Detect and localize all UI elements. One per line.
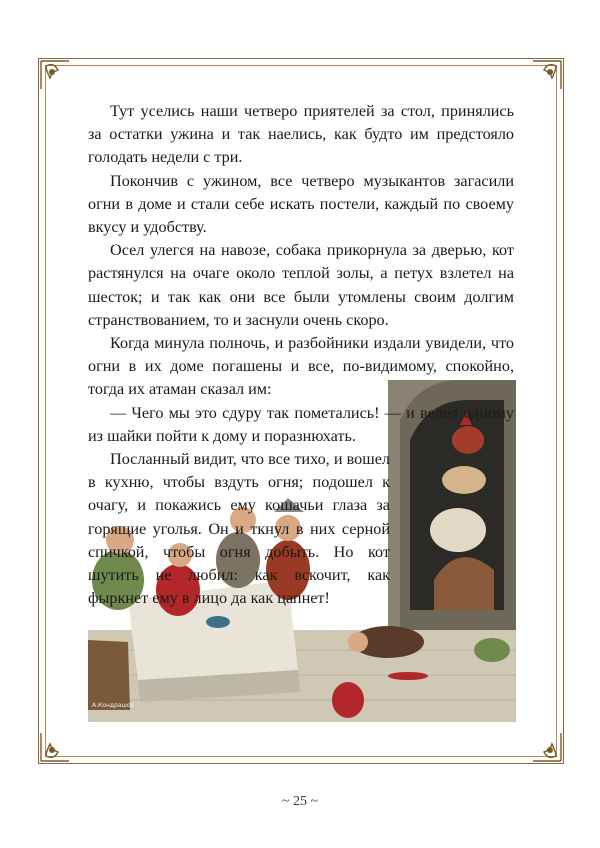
page-number: ~ 25 ~: [281, 794, 319, 809]
corner-ornament-icon: [38, 58, 72, 92]
corner-ornament-icon: [38, 730, 72, 764]
paragraph: — Чего мы это сдуру так пометались! — и велел одному из шайки пойти к дому и поразнюхать.: [88, 403, 514, 445]
corner-ornament-icon: [530, 730, 564, 764]
paragraph: Осел улегся на навозе, собака прикорнула за дверью, кот растянулся на очаге около теплой золы, а петух взлетел на шесток; и так как они все были утомлены своим долгим странствованием, то и заснули очень скоро.: [88, 241, 514, 329]
paragraph: Покончив с ужином, все четверо музыкантов загасили огни в доме и стали себе искать постели, каждый по своему вкусу и удобству.: [88, 171, 514, 237]
paragraph: Когда минула полночь, и разбойники издали увидели, что огни в их доме погашены и все, по-видимому, спокойно, тогда их атаман сказал им:: [88, 334, 514, 399]
paragraph: Тут уселись наши четверо приятелей за стол, принялись за остатки ужина и так наелись, как будто им предстояло голодать недели с три.: [88, 102, 514, 167]
corner-ornament-icon: [530, 58, 564, 92]
story-text: [88, 100, 514, 610]
paragraph: Посланный видит, что все тихо, и вошел в кухню, чтобы вздуть огня; подошел к очагу, и покажись ему кошачьи глаза за горящие уголья. Он и ткнул в них серной спичкой, чтобы огня добыть. Но кот шутить не любил: как вскочит, как фыркнет ему в лицо да как цапнет!: [88, 450, 390, 608]
illustration-signature: А.Кондрашов: [92, 702, 135, 709]
